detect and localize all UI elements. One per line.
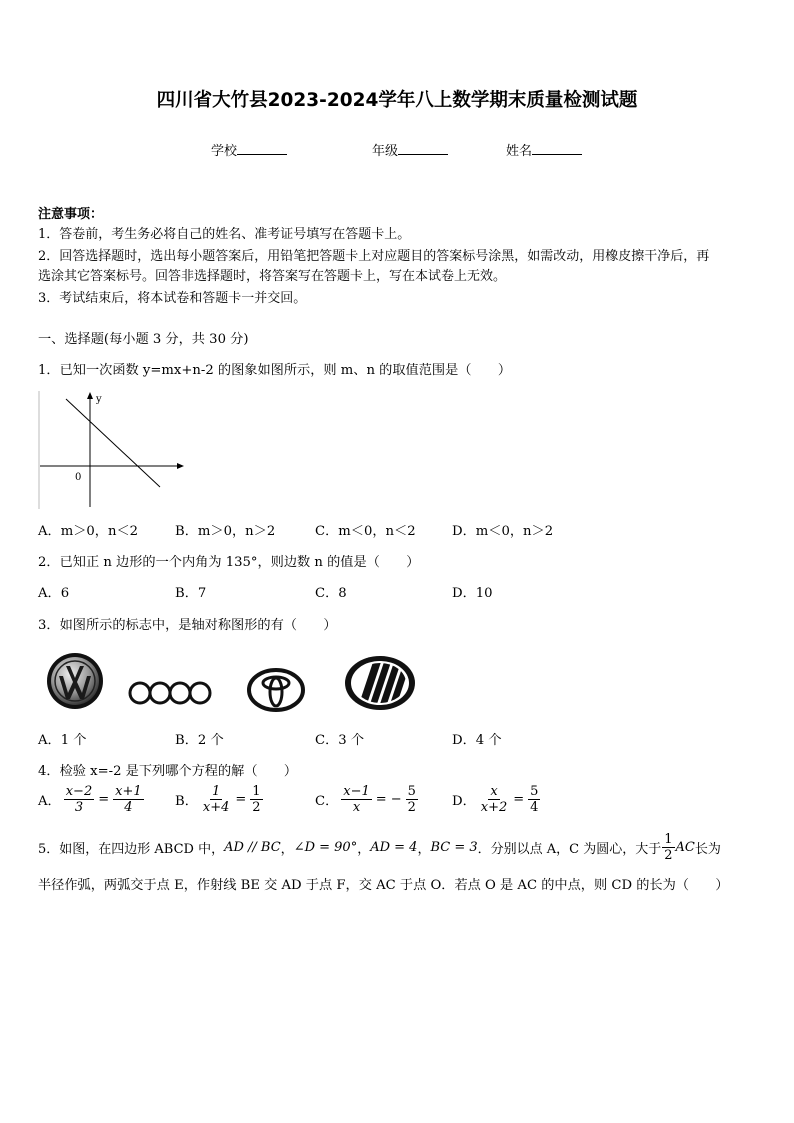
q1-graph-svg [38, 389, 188, 511]
q3-option-c: C．3 个 [315, 733, 365, 748]
q5-math-ad-parallel-bc: AD // BC [224, 840, 281, 855]
q4-c-eq: = [375, 792, 387, 807]
q5-half-fraction [662, 832, 674, 863]
q3-stem: 3．如图所示的标志中，是轴对称图形的有（ ） [38, 618, 337, 633]
q4-d-rhs [528, 784, 540, 815]
name-field [506, 140, 582, 159]
q4-c-label: C． [315, 794, 339, 809]
notice-item-2: 2．回答选择题时，选出每小题答案后，用铅笔把答题卡上对应题目的答案标号涂黑，如需改动，用橡皮擦干净后，再 [38, 249, 710, 264]
audi-logo [128, 680, 212, 706]
q4-b-eq: = [235, 792, 247, 807]
q5-part1: 5．如图，在四边形 ABCD 中， [38, 842, 225, 857]
y-axis-label: y [96, 394, 102, 405]
q4-d-label: D． [452, 794, 476, 809]
q4-option-a [38, 784, 145, 815]
volkswagen-logo [46, 652, 104, 710]
q5-sep2: ， [357, 842, 371, 857]
q5-part2: ．分别以点 A，C 为圆心，大于 [477, 842, 662, 857]
q4-option-d [452, 784, 541, 815]
q4-c-rhs [406, 784, 418, 815]
q4-d-rhs-den: 4 [530, 800, 539, 815]
slanted-stripes-logo [344, 655, 416, 711]
q4-a-eq: = [98, 792, 110, 807]
x-axis-arrow [177, 463, 184, 469]
q4-option-c [315, 784, 419, 815]
q5-half-num: 1 [664, 832, 673, 847]
q4-c-lhs-den: x [352, 800, 361, 815]
q3-option-a: A．1 个 [38, 733, 87, 748]
grade-field [372, 140, 448, 159]
q4-d-lhs-den: x+2 [480, 800, 508, 815]
q4-c-rhs-sign: − [390, 792, 402, 807]
q1-graph [38, 389, 188, 511]
q2-option-b: B．7 [175, 586, 207, 601]
q2-stem: 2．已知正 n 边形的一个内角为 135°，则边数 n 的值是（ ） [38, 555, 420, 570]
q5-line2: 半径作弧，两弧交于点 E，作射线 BE 交 AD 于点 F，交 AC 于点 O．若点 O 是 AC 的中点，则 CD 的长为（ ） [38, 878, 729, 893]
section-heading: 一、选择题(每小题 3 分，共 30 分) [38, 332, 249, 347]
q4-b-rhs-num: 1 [252, 784, 261, 799]
q2-option-a: A．6 [38, 586, 70, 601]
q5-math-angle-d: ∠D = 90° [293, 840, 358, 855]
q4-b-lhs-num: 1 [212, 784, 221, 799]
q1-option-b: B．m＞0，n＞2 [175, 524, 276, 539]
q4-a-lhs-num: x−2 [65, 784, 93, 799]
q5-part3: 长为 [694, 842, 721, 857]
q5-line1 [38, 832, 721, 863]
q4-c-lhs-num: x−1 [343, 784, 370, 799]
grade-label: 年级 [372, 144, 399, 159]
q4-b-rhs-den: 2 [252, 800, 261, 815]
q4-a-rhs-num: x+1 [115, 784, 142, 799]
notice-item-2-cont: 选涂其它答案标号。回答非选择题时，将答案写在答题卡上，写在本试卷上无效。 [38, 269, 507, 284]
q4-c-rhs-den: 2 [407, 800, 416, 815]
q1-option-c: C．m＜0，n＜2 [315, 524, 416, 539]
q4-b-lhs-den: x+4 [202, 800, 230, 815]
name-blank [532, 142, 582, 155]
school-field [211, 140, 287, 159]
q5-math-bc-value: BC = 3 [430, 840, 478, 855]
q5-sep3: ， [417, 842, 431, 857]
q4-b-label: B． [175, 794, 198, 809]
q4-b-rhs [250, 784, 262, 815]
q4-d-lhs-num: x [490, 784, 498, 799]
school-label: 学校 [211, 144, 238, 159]
q4-a-rhs [113, 784, 144, 815]
q2-option-c: C．8 [315, 586, 347, 601]
notice-heading: 注意事项： [38, 207, 104, 222]
notice-item-3: 3．考试结束后，将本试卷和答题卡一并交回。 [38, 291, 307, 306]
q4-a-rhs-den: 4 [124, 800, 133, 815]
q4-a-lhs-den: 3 [74, 800, 84, 815]
notice-item-1: 1．答卷前，考生务必将自己的姓名、准考证号填写在答题卡上。 [38, 227, 411, 242]
q4-a-lhs [64, 784, 95, 815]
page-title: 四川省大竹县2023-2024学年八上数学期末质量检测试题 [156, 90, 638, 111]
q4-d-lhs [479, 784, 510, 815]
q4-c-rhs-num: 5 [407, 784, 416, 799]
q4-d-rhs-num: 5 [530, 784, 539, 799]
q2-option-d: D．10 [452, 586, 493, 601]
q4-stem: 4．检验 x=-2 是下列哪个方程的解（ ） [38, 764, 298, 779]
q5-math-ad-value: AD = 4 [370, 840, 418, 855]
q5-math-ac: AC [675, 840, 695, 855]
name-label: 姓名 [506, 144, 533, 159]
q4-d-eq: = [513, 792, 525, 807]
y-axis-arrow [87, 392, 93, 399]
q4-option-b [175, 784, 264, 815]
q5-sep1: ， [280, 842, 294, 857]
grade-blank [398, 142, 448, 155]
q1-stem: 1．已知一次函数 y=mx+n-2 的图象如图所示，则 m、n 的取值范围是（ ） [38, 363, 512, 378]
q1-option-d: D．m＜0，n＞2 [452, 524, 554, 539]
q5-half-den: 2 [664, 848, 673, 863]
q3-option-b: B．2 个 [175, 733, 224, 748]
toyota-logo [247, 668, 305, 712]
q3-option-d: D．4 个 [452, 733, 502, 748]
q4-c-lhs [341, 784, 372, 815]
q1-option-a: A．m＞0，n＜2 [38, 524, 139, 539]
school-blank [237, 142, 287, 155]
origin-label: 0 [75, 472, 82, 483]
q4-a-label: A． [38, 794, 61, 809]
q4-b-lhs [201, 784, 232, 815]
